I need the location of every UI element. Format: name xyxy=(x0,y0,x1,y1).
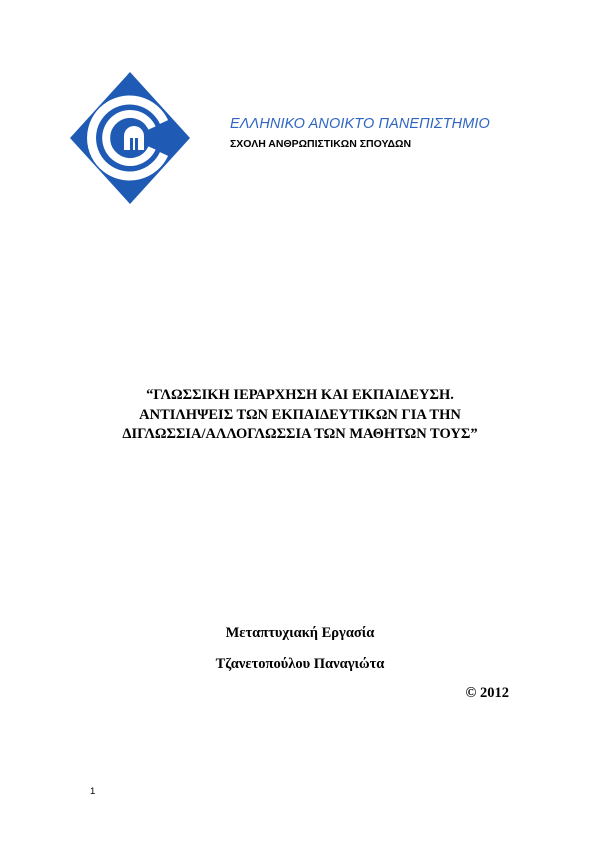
school-name: ΣΧΟΛΗ ΑΝΘΡΩΠΙΣΤΙΚΩΝ ΣΠΟΥΔΩΝ xyxy=(230,138,412,150)
copyright-notice: © 2012 xyxy=(465,685,509,701)
thesis-title-line: ΔΙΓΛΩΣΣΙΑ/ΑΛΛΟΓΛΩΣΣΙΑ ΤΩΝ ΜΑΘΗΤΩΝ ΤΟΥΣ” xyxy=(122,426,478,442)
thesis-type: Μεταπτυχιακή Εργασία xyxy=(225,625,375,641)
author-name: Τζανετοπούλου Παναγιώτα xyxy=(215,656,385,672)
thesis-title-line: “ΓΛΩΣΣΙΚΗ ΙΕΡΑΡΧΗΣΗ ΚΑΙ ΕΚΠΑΙΔΕΥΣΗ. xyxy=(146,387,454,403)
thesis-title-line: ΑΝΤΙΛΗΨΕΙΣ ΤΩΝ ΕΚΠΑΙΔΕΥΤΙΚΩΝ ΓΙΑ ΤΗΝ xyxy=(139,406,461,423)
page-number: 1 xyxy=(90,786,96,797)
thesis-title xyxy=(60,386,540,445)
university-name: ΕΛΛΗΝΙΚΟ ΑΝΟΙΚΤΟ ΠΑΝΕΠΙΣΤΗΜΙΟ xyxy=(230,116,490,132)
university-logo-icon xyxy=(68,70,192,206)
